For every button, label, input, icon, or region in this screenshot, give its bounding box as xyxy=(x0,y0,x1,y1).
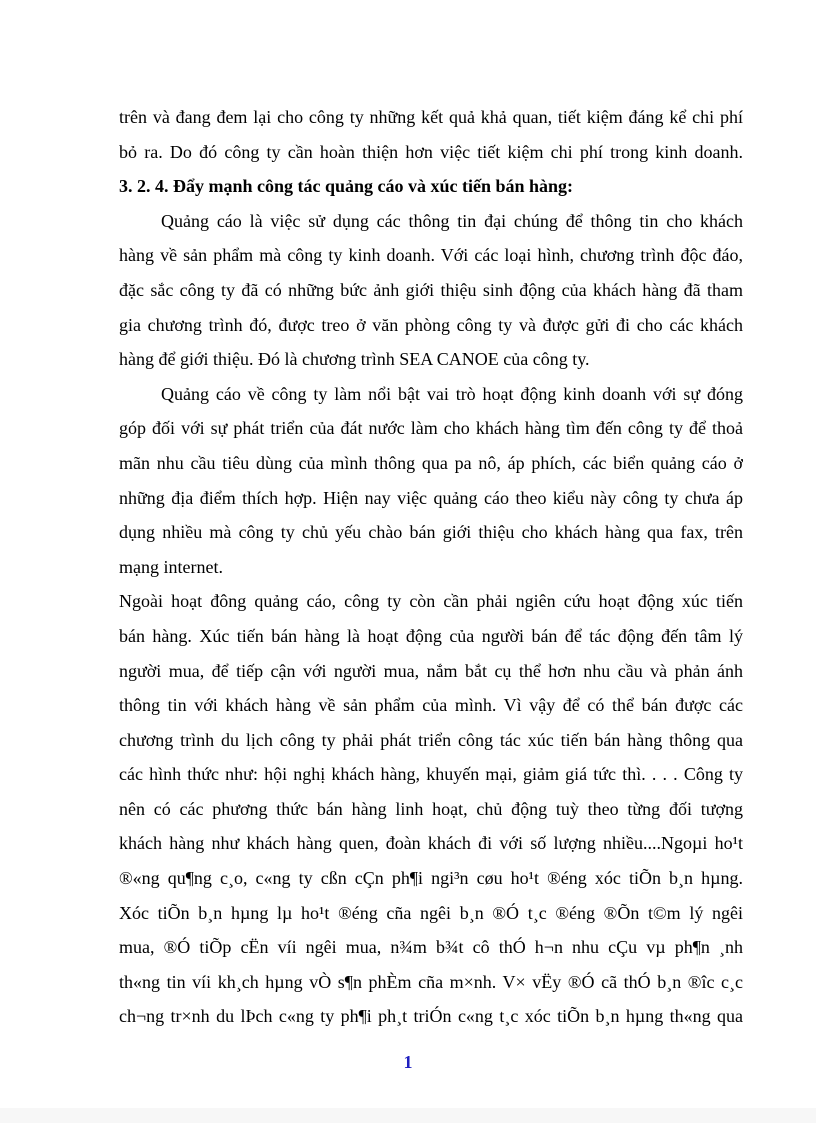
text-line-19: chương trình du lịch công ty phải phát triển công tác xúc tiến bán hàng thông qua xyxy=(119,729,743,750)
text-line-7: gia chương trình đó, được treo ở văn phòng công ty và được gửi đi cho các khách xyxy=(119,314,743,335)
text-line-22: khách hàng như khách hàng quen, đoàn khách đi với số lượng nhiều....Ngoµi ho¹t xyxy=(119,833,743,854)
text-line-18: thông tin với khách hàng về sản phẩm của mình. Vì vậy để có thể bán được các xyxy=(119,695,743,716)
text-line-11: mãn nhu cầu tiêu dùng của mình thông qua pa nô, áp phích, các biển quảng cáo ở xyxy=(119,452,743,473)
page-bottom-band xyxy=(0,1108,816,1123)
text-line-8: hàng để giới thiệu. Đó là chương trình SEA CANOE của công ty. xyxy=(119,349,590,370)
text-line-13: dụng nhiều mà công ty chủ yếu chào bán giới thiệu cho khách hàng qua fax, trên xyxy=(119,522,743,543)
text-line-20: các hình thức như: hội nghị khách hàng, khuyến mại, giảm giá tức thì. . . . Công ty xyxy=(119,764,743,785)
text-line-15: Ngoài hoạt đông quảng cáo, công ty còn cần phải ngiên cứu hoạt động xúc tiến xyxy=(119,591,743,612)
body-text xyxy=(119,100,743,1034)
text-line-26: th«ng tin víi kh¸ch hµng vÒ s¶n phÈm cña m×nh. V× vËy ®Ó cã thÓ b¸n ®îc c¸c xyxy=(119,971,743,992)
text-line-23: ®«ng qu¶ng c¸o, c«ng ty cßn cÇn ph¶i ngi³n cøu ho¹t ®éng xóc tiÕn b¸n hµng. xyxy=(119,868,743,889)
text-line-12: những địa điểm thích hợp. Hiện nay việc quảng cáo theo kiểu này công ty chưa áp xyxy=(119,487,743,508)
text-line-16: bán hàng. Xúc tiến bán hàng là hoạt động của người bán để tác động đến tâm lý xyxy=(119,625,743,646)
page-number: 1 xyxy=(403,1052,413,1072)
text-line-25: mua, ®Ó tiÕp cËn víi ngêi mua, n¾m b¾t cô thÓ h¬n nhu cÇu vµ ph¶n ¸nh xyxy=(119,937,743,958)
section-heading: 3. 2. 4. Đẩy mạnh công tác quảng cáo và xúc tiến bán hàng: xyxy=(119,176,574,197)
text-line-21: nên có các phương thức bán hàng linh hoạt, chủ động tuỳ theo từng đối tượng xyxy=(119,798,743,819)
text-line-1: trên và đang đem lại cho công ty những kết quả khả quan, tiết kiệm đáng kể chi phí xyxy=(119,107,743,127)
text-line-17: người mua, để tiếp cận với người mua, nắm bắt cụ thể hơn nhu cầu và phản ánh xyxy=(119,660,743,681)
text-line-4: Quảng cáo là việc sử dụng các thông tin đại chúng để thông tin cho khách xyxy=(161,210,743,231)
text-line-10: góp đối với sự phát triển của đát nước làm cho khách hàng tìm đến công ty để thoả xyxy=(119,418,743,439)
text-line-24: Xóc tiÕn b¸n hµng lµ ho¹t ®éng cña ngêi b¸n ®Ó t¸c ®éng ®Õn t©m lý ngêi xyxy=(119,902,743,923)
text-line-14: mạng internet. xyxy=(119,556,223,577)
text-line-5: hàng về sản phẩm mà công ty kinh doanh. Với các loại hình, chương trình độc đáo, xyxy=(119,245,743,266)
text-line-2: bỏ ra. Do đó công ty cần hoàn thiện hơn việc tiết kiệm chi phí trong kinh doanh. xyxy=(119,141,743,162)
text-line-27: ch¬ng tr×nh du lÞch c«ng ty ph¶i ph¸t triÓn c«ng t¸c xóc tiÕn b¸n hµng th«ng qua xyxy=(119,1006,743,1027)
text-line-6: đặc sắc công ty đã có những bức ảnh giới thiệu sinh động của khách hàng đã tham xyxy=(119,279,743,300)
text-line-9: Quảng cáo về công ty làm nổi bật vai trò hoạt động kinh doanh với sự đóng xyxy=(161,383,743,404)
